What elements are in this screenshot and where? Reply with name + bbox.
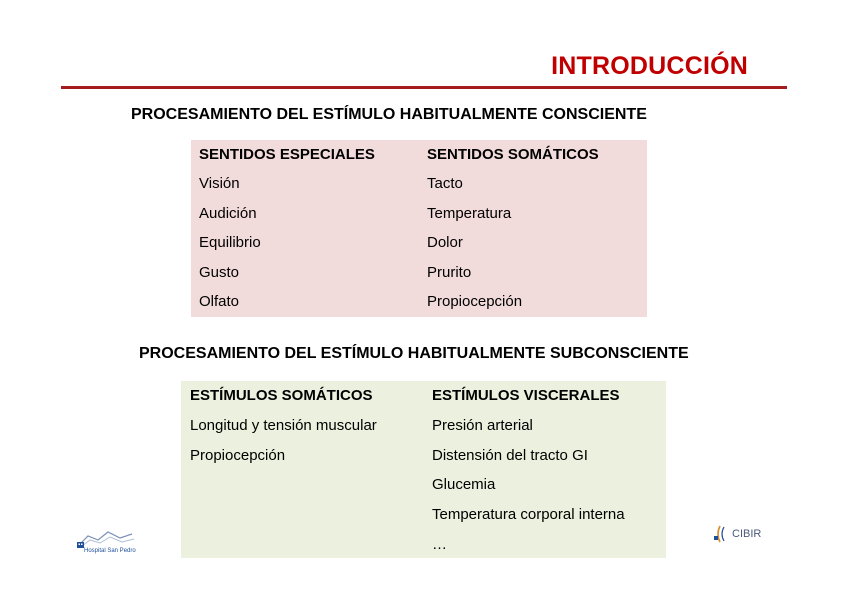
table-cell: Temperatura — [427, 204, 512, 222]
table-subconscious-stimuli — [181, 381, 666, 558]
page-title: INTRODUCCIÓN — [551, 52, 748, 80]
table-cell: Olfato — [199, 292, 240, 310]
column-visceral-stimuli — [432, 381, 625, 560]
table-cell: Dolor — [427, 234, 463, 252]
table-cell: Equilibrio — [199, 234, 261, 252]
table-conscious-stimuli — [191, 140, 647, 317]
column-header: ESTÍMULOS VISCERALES — [432, 387, 620, 404]
hospital-logo-text: Hospital San Pedro — [84, 548, 136, 554]
table-cell: Gusto — [199, 263, 240, 281]
column-somatic-stimuli — [190, 381, 377, 470]
table-cell: Propiocepción — [190, 446, 286, 464]
table-cell: Propiocepción — [427, 292, 523, 310]
table-cell: … — [432, 535, 447, 553]
section-heading-conscious: PROCESAMIENTO DEL ESTÍMULO HABITUALMENTE CONSCIENTE — [131, 106, 647, 123]
hospital-building-icon — [74, 528, 138, 550]
column-header: ESTÍMULOS SOMÁTICOS — [190, 387, 373, 404]
column-special-senses — [199, 140, 375, 316]
table-cell: Temperatura corporal interna — [432, 506, 625, 524]
hospital-logo — [74, 528, 138, 558]
cibir-logo-text: CIBIR — [732, 528, 762, 540]
table-cell: Tacto — [427, 175, 463, 193]
table-cell: Glucemia — [432, 476, 496, 494]
cibir-logo — [710, 524, 776, 556]
title-divider — [61, 86, 787, 89]
table-cell: Prurito — [427, 263, 472, 281]
table-cell: Presión arterial — [432, 416, 533, 434]
table-cell: Distensión del tracto GI — [432, 446, 588, 464]
table-cell: Longitud y tensión muscular — [190, 416, 377, 434]
column-somatic-senses — [427, 140, 599, 316]
column-header: SENTIDOS SOMÁTICOS — [427, 146, 599, 163]
table-cell: Audición — [199, 204, 257, 222]
table-cell: Visión — [199, 175, 240, 193]
column-header: SENTIDOS ESPECIALES — [199, 146, 375, 163]
section-heading-subconscious: PROCESAMIENTO DEL ESTÍMULO HABITUALMENTE SUBCONSCIENTE — [139, 345, 689, 362]
